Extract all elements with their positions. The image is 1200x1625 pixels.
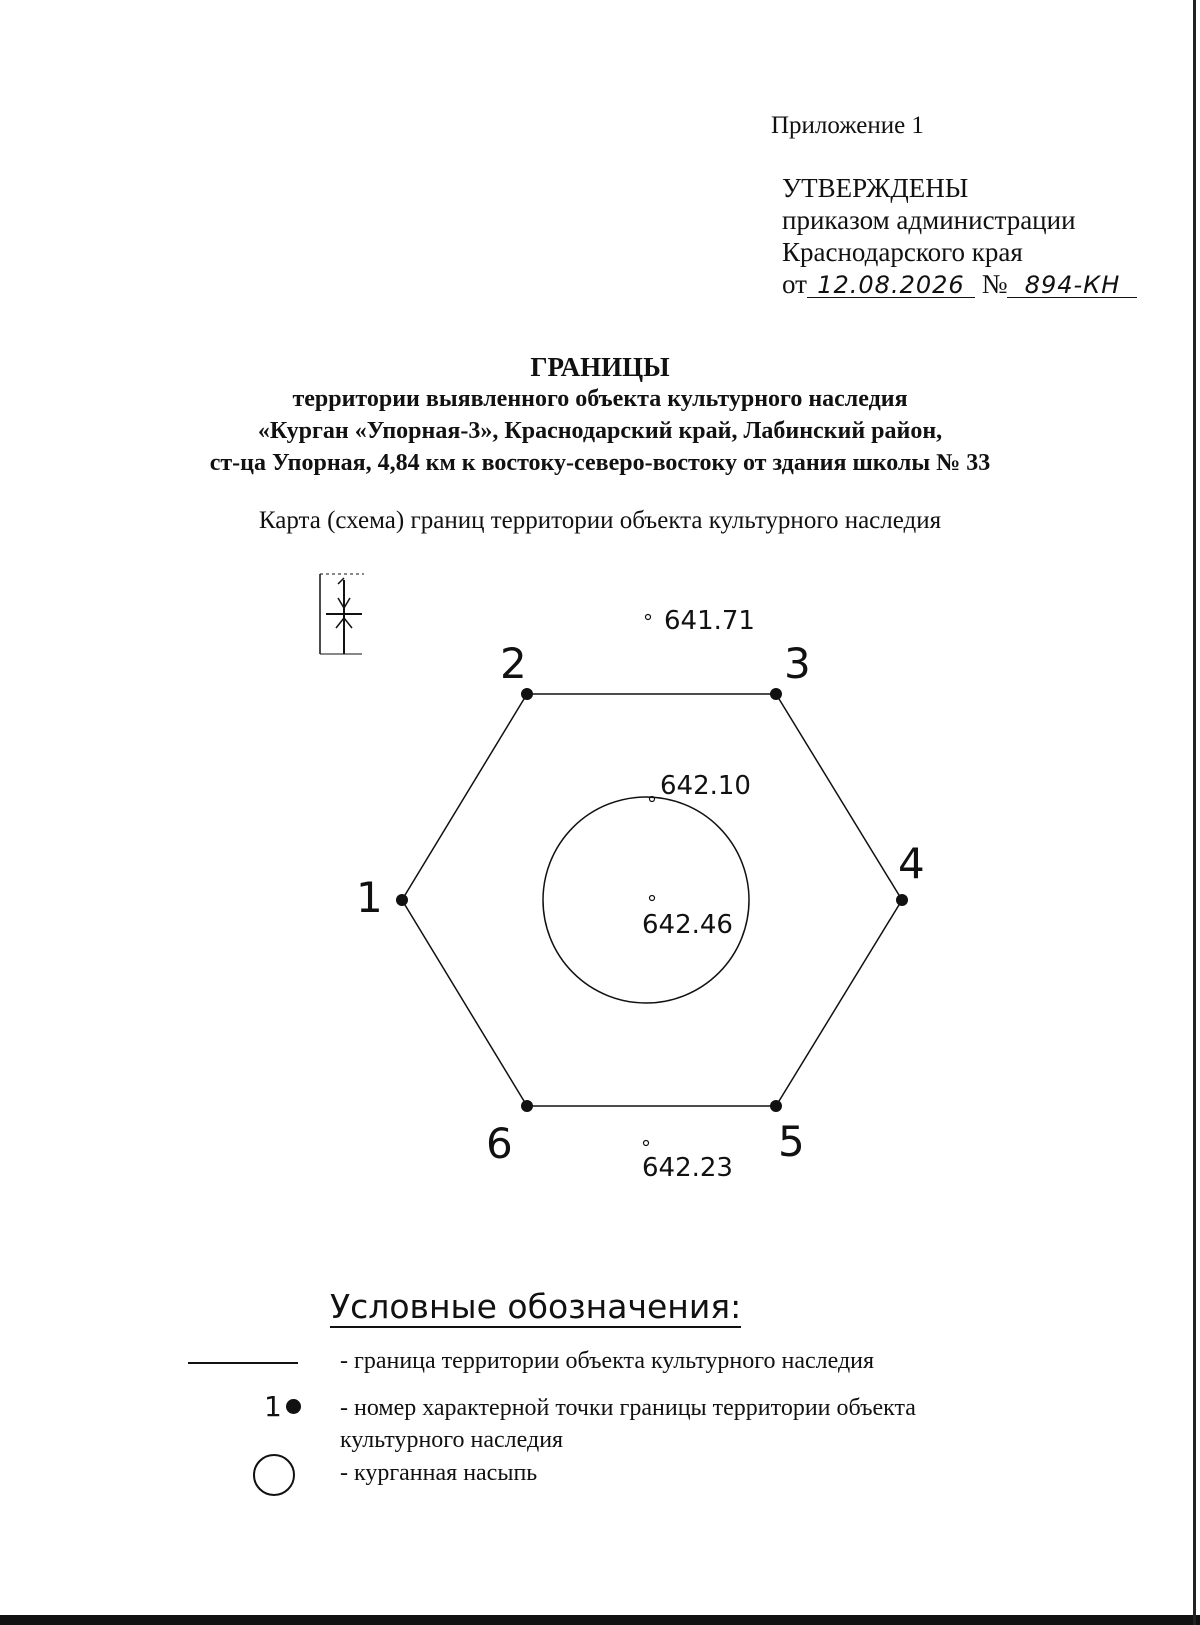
boundary-point-2: [521, 688, 533, 700]
legend-mound-circle-icon: [253, 1454, 295, 1496]
point-label-6: 6: [486, 1119, 513, 1168]
point-label-2: 2: [500, 639, 527, 688]
legend-line-symbol: [188, 1362, 298, 1364]
boundary-point-5: [770, 1100, 782, 1112]
legend-title: Условные обозначения:: [330, 1287, 742, 1326]
boundary-point-1: [396, 894, 408, 906]
legend-point-dot-icon: [286, 1399, 301, 1414]
scan-border-bottom: [0, 1615, 1200, 1625]
document-title: ГРАНИЦЫ: [530, 352, 670, 382]
title-line-3: ст-ца Упорная, 4,84 км к востоку-северо-востоку от здания школы № 33: [209, 450, 991, 476]
point-label-5: 5: [778, 1117, 805, 1166]
approved-heading: УТВЕРЖДЕНЫ: [782, 173, 969, 203]
number-prefix: №: [981, 269, 1008, 299]
elevation-label-3: 642.46: [642, 910, 733, 940]
legend-point-text: - номер характерной точки границы территории объекта: [340, 1395, 916, 1421]
point-label-3: 3: [784, 639, 811, 688]
elevation-mark: [650, 896, 655, 901]
legend-boundary-text: - граница территории объекта культурного наследия: [340, 1348, 875, 1374]
boundary-point-3: [770, 688, 782, 700]
elevation-mark: [646, 615, 651, 620]
handwritten-date: 12.08.2026: [807, 273, 975, 298]
legend-mound-text: - курганная насыпь: [340, 1460, 538, 1486]
boundary-point-6: [521, 1100, 533, 1112]
scan-border-right: [1193, 0, 1196, 1625]
handwritten-number: 894-КН: [1007, 273, 1137, 298]
appendix-label: Приложение 1: [771, 112, 924, 139]
legend-point-number: 1: [264, 1390, 282, 1423]
order-line-1: приказом администрации: [782, 205, 1076, 235]
title-line-1: территории выявленного объекта культурного наследия: [292, 386, 908, 412]
date-prefix: от: [782, 269, 807, 299]
order-line-2: Краснодарского края: [782, 237, 1023, 267]
map-subtitle: Карта (схема) границ территории объекта культурного наследия: [258, 507, 942, 534]
mound-embankment: [543, 797, 749, 1003]
elevation-label-2: 642.10: [660, 771, 751, 801]
legend-point-text-cont: культурного наследия: [340, 1427, 564, 1453]
elevation-label-4: 642.23: [642, 1153, 733, 1183]
north-arrow-icon: [320, 574, 364, 654]
boundary-point-4: [896, 894, 908, 906]
elevation-mark: [644, 1141, 649, 1146]
point-label-1: 1: [356, 873, 383, 922]
point-label-4: 4: [898, 839, 925, 888]
elevation-label-1: 641.71: [664, 606, 755, 636]
title-line-2: «Курган «Упорная-3», Краснодарский край, Лабинский район,: [257, 418, 943, 444]
